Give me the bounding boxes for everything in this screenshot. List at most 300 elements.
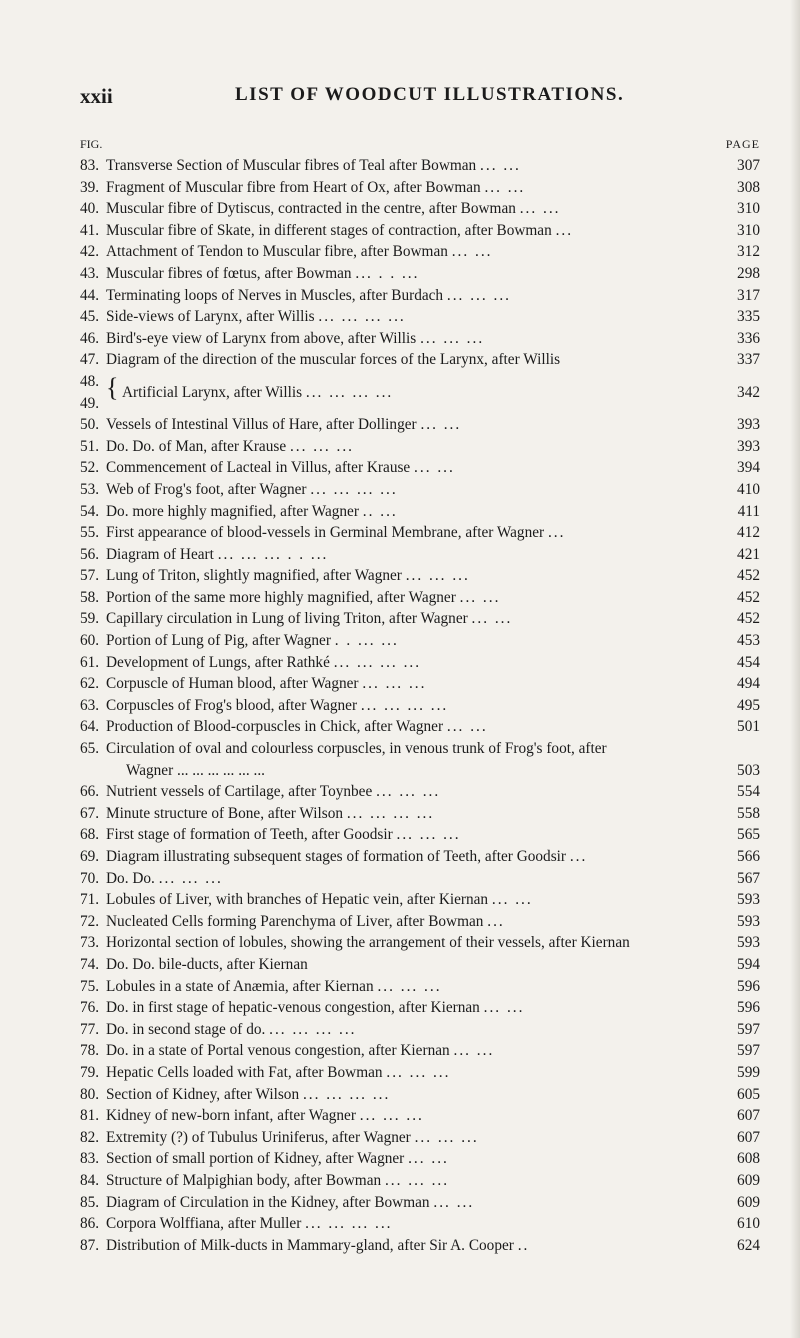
entry-text: Web of Frog's foot, after Wagner [106,480,307,498]
page-reference: 597 [737,1042,760,1060]
entry-text: Commencement of Lacteal in Villus, after Krause [106,459,411,477]
list-item [80,544,760,566]
list-item [80,824,760,846]
list-item [80,1019,760,1041]
list-item [80,1213,760,1235]
entry-text: Fragment of Muscular fibre from Heart of Ox, after Bowman [106,178,481,196]
illustration-list [80,155,760,1256]
list-item [80,220,760,242]
entry-title [106,695,722,717]
entry-leader-dots: .. [517,1236,530,1254]
entry-title [106,177,722,199]
figure-number: 85. [80,1193,100,1211]
entry-leader-dots: ... [547,524,566,542]
list-item [80,1127,760,1149]
page-reference: 554 [737,783,760,801]
page-reference: 609 [737,1171,760,1189]
entry-leader-dots: ... ... [451,243,493,261]
entry-leader-dots: ... ... ... [158,869,223,887]
entry-leader-dots: . . ... ... [334,632,399,650]
entry-text: Do. more highly magnified, after Wagner [106,502,359,520]
page-reference: 393 [737,416,760,434]
figure-number: 81. [80,1107,100,1125]
entry-text: Corpora Wolffiana, after Muller [106,1215,302,1233]
figure-number: 51. [80,437,100,455]
brace-mark: { [106,372,119,402]
entry-leader-dots: ... ... ... ... [305,383,394,401]
entry-leader-dots: ... ... ... [289,437,355,455]
entry-leader-dots: ... ... ... [376,783,441,801]
list-item [80,803,760,825]
figure-number: 49. [80,394,100,412]
page-reference: 593 [737,912,760,930]
entry-title [106,565,722,587]
fig-column-header: FIG. [80,137,103,151]
entry-leader-dots: ... ... ... [420,329,485,347]
list-item [80,868,760,890]
figure-number: 46. [80,329,100,347]
entry-leader-dots: ... [569,848,588,865]
entry-leader-dots: .. ... [362,502,398,520]
entry-text: First stage of formation of Teeth, after Goodsir [106,826,393,844]
page-reference: 596 [737,999,760,1017]
entry-title [106,803,722,825]
entry-text: First appearance of blood-vessels in Germinal Membrane, after Wagner [106,524,545,542]
entry-title [106,673,722,695]
list-item [80,911,760,933]
entry-leader-dots: ... ... ... [405,567,470,585]
entry-leader-dots: ... ... [483,999,525,1017]
entry-leader-dots: ... ... ... [362,675,427,693]
entry-title [106,1019,722,1041]
figure-number: 73. [80,934,100,952]
page-reference: 605 [737,1085,760,1103]
entry-text: Kidney of new-born infant, after Wagner [106,1107,356,1125]
page-reference: 310 [737,221,760,239]
entry-text: Nutrient vessels of Cartilage, after Toynbee [106,783,373,801]
entry-continuation: Wagner ... ... ... ... ... ... [126,761,265,779]
figure-number: 62. [80,675,100,693]
entry-leader-dots: ... ... [484,178,526,196]
figure-number: 66. [80,783,100,801]
figure-number: 43. [80,264,100,282]
list-item-paired [80,371,760,414]
entry-text: Do. in second stage of do. [106,1020,266,1038]
page-reference: 335 [737,308,760,326]
entry-leader-dots: ... ... ... [377,977,442,995]
figure-number: 83. [80,157,100,174]
entry-title [106,241,722,263]
entry-leader-dots: ... ... ... ... [269,1020,357,1038]
entry-leader-dots: ... [555,221,574,239]
entry-leader-dots: ... ... ... [386,1063,451,1081]
list-item [80,716,760,738]
entry-title [106,846,722,868]
page-edge-shadow [790,0,800,1338]
entry-leader-dots: ... ... [519,200,561,218]
figure-number: 50. [80,416,100,434]
page-reference: 501 [737,718,760,736]
figure-number: 47. [80,351,100,369]
entry-title [106,868,722,890]
list-item [80,177,760,199]
list-item [80,1040,760,1062]
list-item [80,1170,760,1192]
page-column-header: PAGE [725,137,760,151]
entry-title [106,1170,722,1192]
page-reference: 308 [737,178,760,196]
page-reference: 411 [737,502,760,520]
entry-title [106,1127,722,1149]
page-reference: 452 [737,588,760,606]
page-reference: 607 [737,1128,760,1146]
entry-text: Minute structure of Bone, after Wilson [106,804,343,822]
list-item [80,285,760,307]
page-reference: 453 [737,632,760,650]
figure-number: 60. [80,632,100,650]
entry-text: Corpuscle of Human blood, after Wagner [106,675,359,693]
entry-text: Circulation of oval and colourless corpuscles, in venous trunk of Frog's foot, after [106,740,607,758]
page-reference: 558 [737,804,760,822]
list-item [80,198,760,220]
entry-title [106,436,722,458]
entry-title [106,1084,722,1106]
figure-number: 44. [80,286,100,304]
entry-text: Muscular fibre of Skate, in different stages of contraction, after Bowman [106,221,552,239]
list-item [80,781,760,803]
column-headers [80,137,760,151]
figure-number: 83. [80,1150,100,1168]
figure-number: 79. [80,1063,100,1081]
entry-title [106,501,722,523]
entry-title [106,414,722,436]
entry-text: Muscular fibre of Dytiscus, contracted in the centre, after Bowman [106,200,516,218]
figure-number: 82. [80,1128,100,1146]
entry-title [106,306,722,328]
figure-number: 67. [80,804,100,822]
list-item [80,932,760,954]
page-reference: 452 [737,567,760,585]
entry-text: Production of Blood-corpuscles in Chick, after Wagner [106,718,444,736]
page-reference: 317 [737,286,760,304]
list-item [80,673,760,695]
entry-title [106,932,722,954]
entry-leader-dots: ... ... [420,416,462,434]
page-reference: 607 [737,1107,760,1125]
entry-leader-dots: ... ... ... [446,286,511,304]
page-reference: 342 [737,383,760,401]
entry-text: Diagram of Circulation in the Kidney, after Bowman [106,1193,430,1211]
entry-text: Vessels of Intestinal Villus of Hare, after Dollinger [106,416,417,434]
list-item [80,457,760,479]
entry-text: Distribution of Milk-ducts in Mammary-gland, after Sir A. Cooper [106,1236,514,1254]
entry-title [106,1192,722,1214]
entry-leader-dots: ... ... [480,157,521,174]
entry-text: Lobules of Liver, with branches of Hepatic vein, after Kiernan [106,891,489,909]
list-item-two-line [80,738,760,781]
list-item [80,414,760,436]
list-item [80,263,760,285]
entry-text: Development of Lungs, after Rathké [106,653,330,671]
entry-leader-dots: ... ... [433,1193,475,1211]
list-item [80,1062,760,1084]
entry-title [106,781,722,803]
entry-text: Portion of the same more highly magnified, after Wagner [106,588,456,606]
entry-leader-dots: ... ... ... [384,1171,450,1189]
entry-text: Do. in a state of Portal venous congestion, after Kiernan [106,1042,450,1060]
entry-leader-dots: ... ... [471,610,513,628]
page-reference: 454 [737,653,760,671]
page-reference: 567 [737,869,760,887]
entry-text: Attachment of Tendon to Muscular fibre, after Bowman [106,243,448,261]
figure-number: 54. [80,502,100,520]
entry-title [106,652,722,674]
list-item [80,889,760,911]
entry-leader-dots: ... ... ... ... [310,480,398,498]
figure-number: 80. [80,1085,100,1103]
list-item [80,997,760,1019]
page-title: LIST OF WOODCUT ILLUSTRATIONS. [235,84,625,105]
entry-title [106,1062,722,1084]
figure-number: 65. [80,740,100,758]
figure-number: 69. [80,848,100,865]
entry-title [106,630,722,652]
list-item [80,479,760,501]
entry-leader-dots: ... [487,912,505,930]
figure-number: 40. [80,200,100,218]
entry-text: Diagram of the direction of the muscular forces of the Larynx, after Willis [106,351,561,369]
entry-text: Artificial Larynx, after Willis [122,383,303,401]
page-reference: 566 [737,848,760,865]
entry-title [106,263,722,285]
page-reference: 593 [737,891,760,909]
entry-title [106,285,722,307]
entry-text: Side-views of Larynx, after Willis [106,308,315,326]
entry-leader-dots: ... ... ... ... [318,308,406,326]
entry-title [106,976,722,998]
entry-title [106,1235,722,1257]
entry-text: Corpuscles of Frog's blood, after Wagner [106,696,358,714]
page-reference: 599 [737,1063,760,1081]
entry-title [106,220,722,242]
figure-number: 39. [80,178,100,196]
entry-text: Capillary circulation in Lung of living Triton, after Wagner [106,610,468,628]
list-item [80,1235,760,1257]
entry-leader-dots: ... ... ... [414,1128,479,1146]
list-item [80,587,760,609]
figure-number: 86. [80,1215,100,1233]
entry-leader-dots: ... ... ... ... [302,1085,391,1103]
figure-number: 76. [80,999,100,1017]
page-reference: 596 [737,977,760,995]
entry-title [106,349,722,371]
list-item [80,501,760,523]
list-item [80,241,760,263]
page-reference: 565 [737,826,760,844]
entry-leader-dots: ... ... [414,459,455,477]
figure-number: 56. [80,545,100,563]
figure-number: 78. [80,1042,100,1060]
entry-text: Do. Do. [106,869,155,887]
entry-text: Hepatic Cells loaded with Fat, after Bowman [106,1063,383,1081]
entry-text: Diagram of Heart [106,545,214,563]
entry-title [106,457,722,479]
entry-leader-dots: ... . . ... [355,264,420,282]
entry-text: Extremity (?) of Tubulus Uriniferus, after Wagner [106,1128,411,1146]
page-reference: 337 [737,351,760,369]
figure-number: 71. [80,891,100,909]
page-reference: 394 [737,459,760,477]
entry-leader-dots: ... ... ... ... [360,696,449,714]
list-item [80,630,760,652]
entry-leader-dots: ... ... [459,588,501,606]
entry-leader-dots: ... ... [491,891,533,909]
list-item [80,306,760,328]
page-reference: 503 [737,761,760,779]
entry-title [106,328,722,350]
entry-text: Horizontal section of lobules, showing the arrangement of their vessels, after Kiernan [106,934,630,952]
figure-number: 53. [80,480,100,498]
list-item [80,155,760,177]
figure-number: 64. [80,718,100,736]
entry-text: Muscular fibres of fœtus, after Bowman [106,264,352,282]
entry-text: Lung of Triton, slightly magnified, after Wagner [106,567,402,585]
entry-leader-dots: ... ... ... ... [305,1215,393,1233]
entry-text: Bird's-eye view of Larynx from above, after Willis [106,329,417,347]
page-reference: 410 [737,480,760,498]
figure-number: 42. [80,243,100,261]
page-reference: 494 [737,675,760,693]
entry-title [106,198,722,220]
list-item [80,954,760,976]
page-reference: 608 [737,1150,760,1168]
list-item [80,608,760,630]
entry-title [106,1105,722,1127]
entry-text: Lobules in a state of Anæmia, after Kiernan [106,977,374,995]
figure-number: 58. [80,588,100,606]
entry-leader-dots: ... ... ... [396,826,461,844]
page-reference: 312 [737,243,760,261]
list-item [80,1148,760,1170]
entry-title [106,954,722,976]
figure-number: 84. [80,1171,100,1189]
entry-leader-dots: ... ... ... ... [346,804,435,822]
list-item [80,976,760,998]
list-item [80,522,760,544]
entry-leader-dots: ... ... [453,1042,495,1060]
figure-number: 68. [80,826,100,844]
list-item [80,436,760,458]
page-reference: 624 [737,1236,760,1254]
entry-text: Transverse Section of Muscular fibres of Teal after Bowman [106,157,477,174]
page-reference: 336 [737,329,760,347]
figure-number: 72. [80,912,100,930]
list-item [80,565,760,587]
page-reference: 421 [737,545,760,563]
entry-title [106,997,722,1019]
page-reference: 610 [737,1215,760,1233]
entry-text: Nucleated Cells forming Parenchyma of Liver, after Bowman [106,912,484,930]
page-header [80,84,760,108]
entry-text: Do. Do. bile-ducts, after Kiernan [106,955,308,973]
list-item [80,349,760,371]
figure-number: 77. [80,1020,100,1038]
entry-title [106,155,722,177]
page-reference: 307 [737,157,760,174]
page-reference: 594 [737,955,760,973]
entry-text: Do. Do. of Man, after Krause [106,437,287,455]
figure-number: 61. [80,653,100,671]
entry-title [106,824,722,846]
list-item [80,652,760,674]
entry-leader-dots: ... ... ... . . ... [217,545,329,563]
entry-text: Do. in first stage of hepatic-venous congestion, after Kiernan [106,999,480,1017]
entry-title [106,522,722,544]
page-reference: 593 [737,934,760,952]
entry-text: Section of Kidney, after Wilson [106,1085,300,1103]
figure-number: 59. [80,610,100,628]
page-reference: 298 [737,264,760,282]
entry-text: Diagram illustrating subsequent stages of formation of Teeth, after Goodsir [106,848,566,865]
figure-number: 75. [80,977,100,995]
entry-title [106,889,722,911]
entry-title [106,911,722,933]
entry-leader-dots: ... ... ... [359,1107,424,1125]
list-item [80,1192,760,1214]
entry-leader-dots: ... ... [408,1150,449,1168]
figure-number: 87. [80,1236,100,1254]
page-reference: 310 [737,200,760,218]
figure-number: 57. [80,567,100,585]
list-item [80,695,760,717]
entry-text: Section of small portion of Kidney, after Wagner [106,1150,405,1168]
entry-title [106,1148,722,1170]
figure-number: 48. [80,372,100,390]
entry-title [122,371,393,414]
entry-text: Structure of Malpighian body, after Bowman [106,1171,382,1189]
page-reference: 412 [737,524,760,542]
page-reference: 597 [737,1020,760,1038]
figure-number: 52. [80,459,100,477]
figure-number: 63. [80,696,100,714]
list-item [80,846,760,868]
figure-number: 41. [80,221,100,239]
page-reference: 452 [737,610,760,628]
list-item [80,328,760,350]
figure-number: 74. [80,955,100,973]
page-number: xxii [80,84,113,108]
page-reference: 393 [737,437,760,455]
entry-leader-dots: ... ... [446,718,488,736]
entry-title [106,479,722,501]
entry-title [106,587,722,609]
entry-title [106,1213,722,1235]
figure-number: 55. [80,524,100,542]
entry-text: Terminating loops of Nerves in Muscles, after Burdach [106,286,444,304]
figure-number-pair [80,371,99,414]
list-item [80,1105,760,1127]
entry-title [106,544,722,566]
list-item [80,1084,760,1106]
entry-text: Portion of Lung of Pig, after Wagner [106,632,331,650]
figure-number: 70. [80,869,100,887]
entry-leader-dots: ... ... ... ... [333,653,422,671]
entry-title [106,1040,722,1062]
entry-title [106,716,722,738]
figure-number: 45. [80,308,100,326]
page-reference: 495 [737,696,760,714]
page-reference: 609 [737,1193,760,1211]
